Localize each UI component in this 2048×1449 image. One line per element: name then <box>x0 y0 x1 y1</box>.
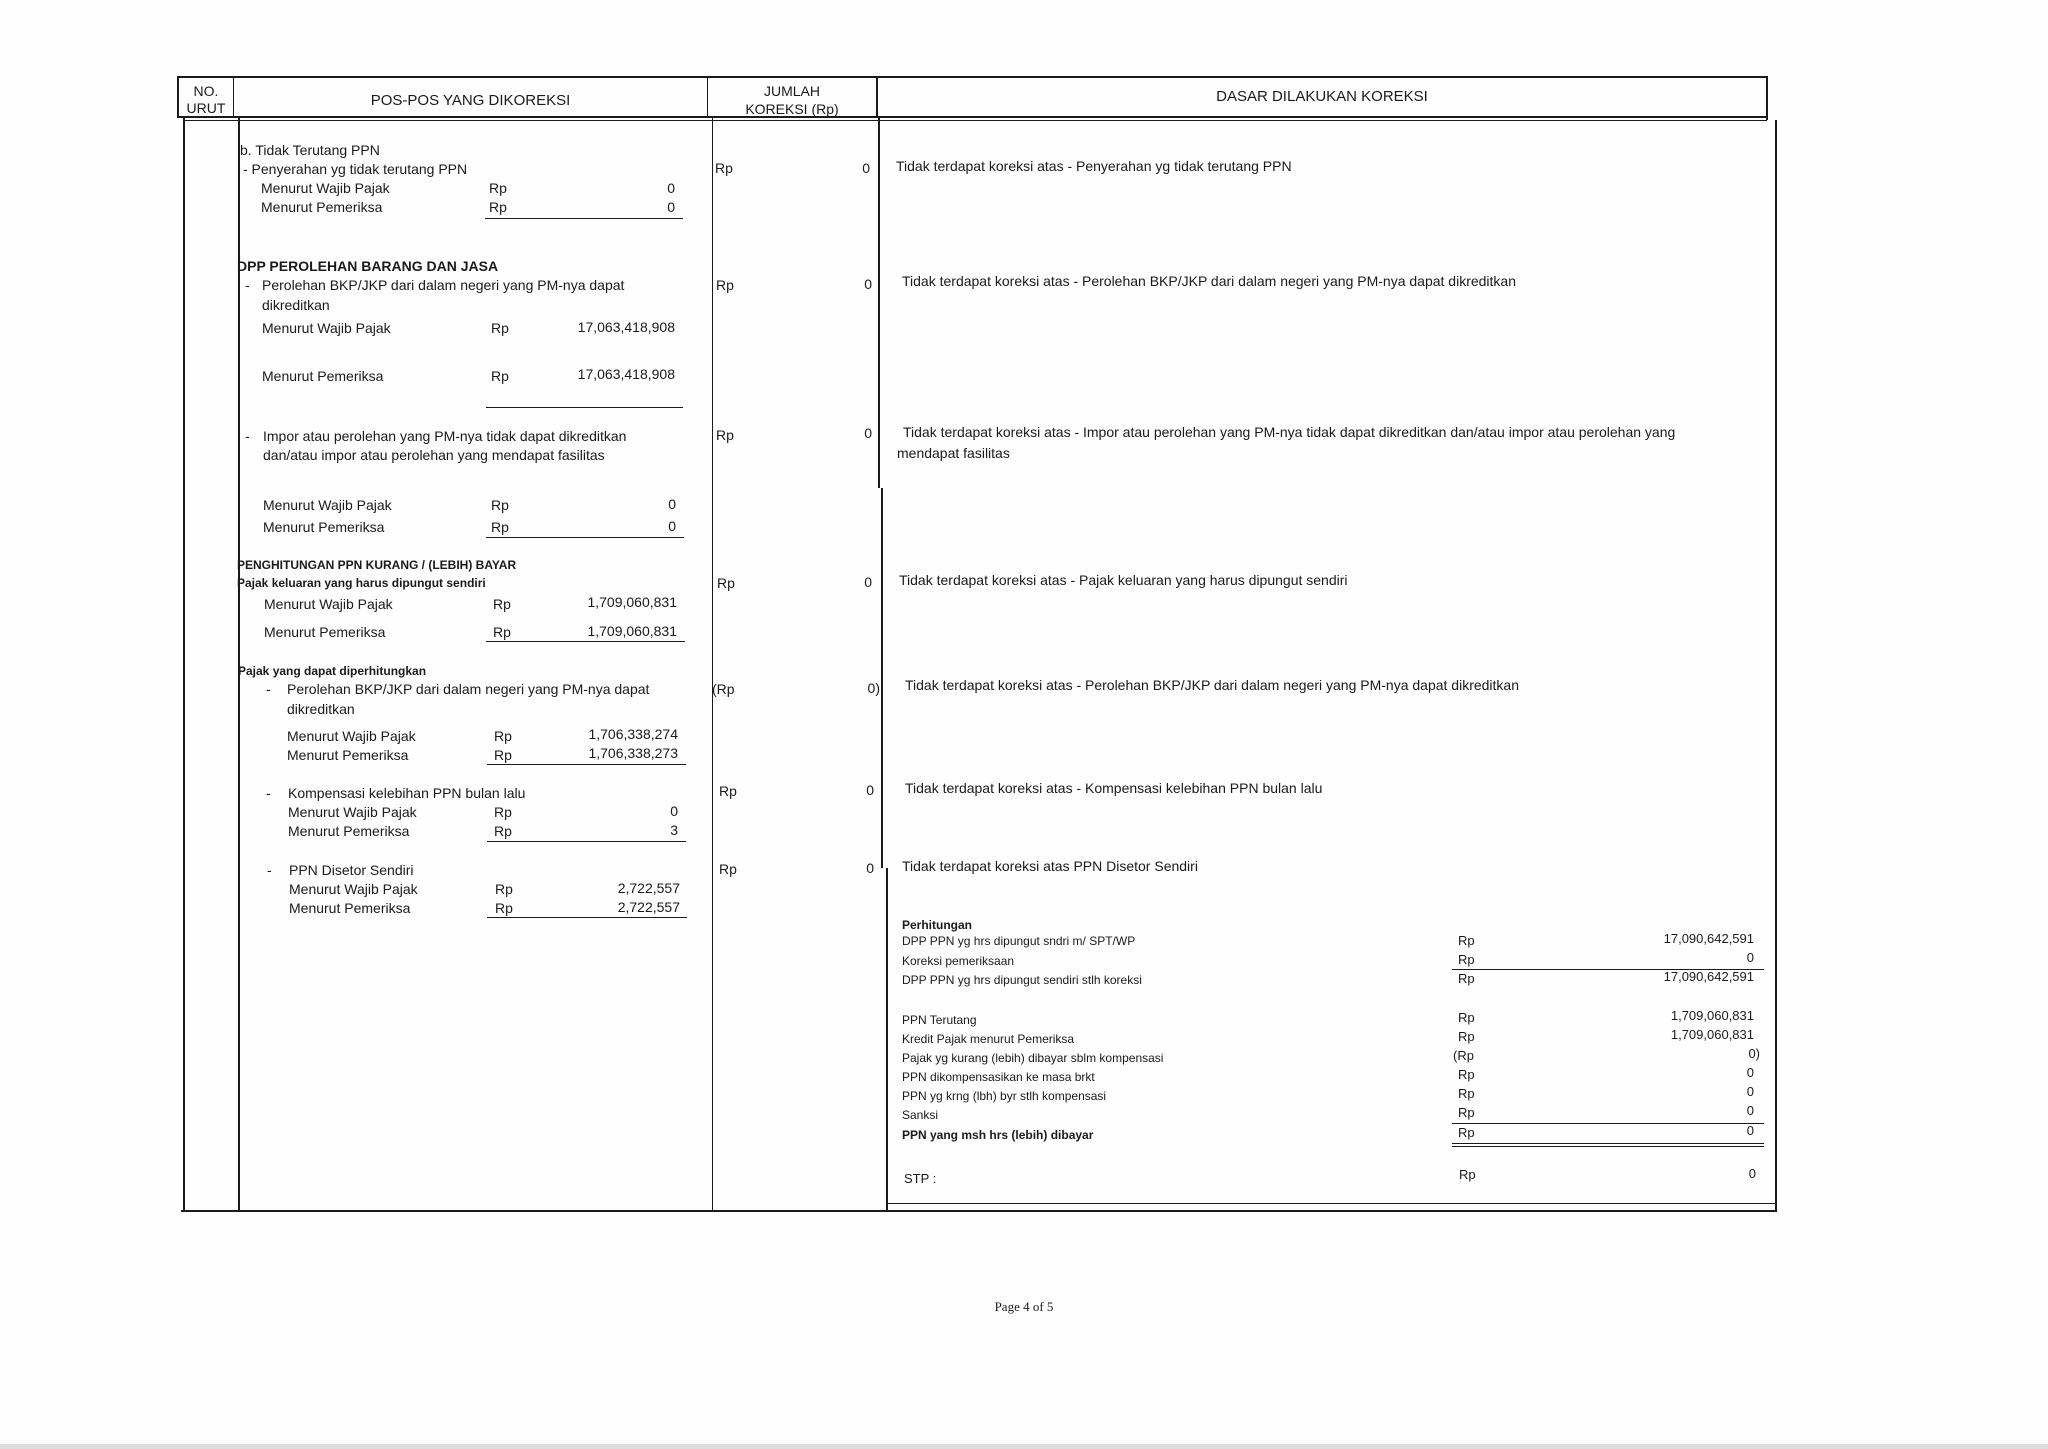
calc-row-label: Sanksi <box>902 1108 939 1122</box>
calc-row-value: 0 <box>1746 1084 1754 1099</box>
item-label-line2: dan/atau impor atau perolehan yang mendapat fasilitas <box>263 447 605 463</box>
dasar-koreksi-text: Tidak terdapat koreksi atas PPN Disetor Sendiri <box>902 858 1198 874</box>
pm-label: Menurut Pemeriksa <box>289 900 411 916</box>
header-dasar-koreksi: DASAR DILAKUKAN KOREKSI <box>1216 88 1428 105</box>
calc-row-rp: Rp <box>1458 1086 1475 1101</box>
page-number: Page 4 of 5 <box>994 1299 1054 1314</box>
item-label: Kompensasi kelebihan PPN bulan lalu <box>288 785 526 801</box>
item-dash: - <box>266 785 271 801</box>
calc-row-label: PPN yang msh hrs (lebih) dibayar <box>902 1128 1094 1142</box>
koreksi-rp: Rp <box>716 277 734 293</box>
calc-row-value: 0 <box>1746 950 1754 965</box>
calc-row-label: PPN yg krng (lbh) byr stlh kompensasi <box>902 1089 1107 1103</box>
calc-row-label: Pajak yg kurang (lebih) dibayar sblm kompensasi <box>902 1051 1164 1065</box>
pm-rp: Rp <box>494 823 512 839</box>
wp-rp: Rp <box>494 804 512 820</box>
item-label-line1: Perolehan BKP/JKP dari dalam negeri yang PM-nya dapat <box>262 277 625 293</box>
koreksi-rp: Rp <box>717 575 735 591</box>
wp-value: 0 <box>670 803 678 819</box>
wp-label: Menurut Wajib Pajak <box>261 180 390 196</box>
calc-row-value: 0) <box>1748 1046 1760 1061</box>
section-title: DPP PEROLEHAN BARANG DAN JASA <box>237 258 499 274</box>
koreksi-value: 0 <box>862 160 870 176</box>
item-label-line2: dikreditkan <box>262 297 330 313</box>
dasar-koreksi-text: Tidak terdapat koreksi atas - Perolehan BKP/JKP dari dalam negeri yang PM-nya dapat dikreditkan <box>905 677 1519 693</box>
wp-label: Menurut Wajib Pajak <box>262 320 391 336</box>
calc-row-rp: Rp <box>1458 952 1475 967</box>
pm-label: Menurut Pemeriksa <box>263 519 385 535</box>
dasar-koreksi-text: Tidak terdapat koreksi atas - Kompensasi kelebihan PPN bulan lalu <box>905 780 1323 796</box>
pm-value: 0 <box>668 518 676 534</box>
pm-label: Menurut Pemeriksa <box>262 368 384 384</box>
header-no-urut: NO. URUT <box>186 83 226 116</box>
dasar-koreksi-text-line2: mendapat fasilitas <box>897 445 1010 461</box>
pm-rp: Rp <box>493 624 511 640</box>
koreksi-rp: (Rp <box>712 681 735 697</box>
koreksi-rp: Rp <box>715 160 733 176</box>
pm-value: 3 <box>670 822 678 838</box>
dasar-koreksi-text: Tidak terdapat koreksi atas - Penyerahan yg tidak terutang PPN <box>896 158 1292 174</box>
item-dash: - <box>267 862 272 878</box>
item-label-line1: Impor atau perolehan yang PM-nya tidak dapat dikreditkan <box>263 428 627 444</box>
koreksi-rp: Rp <box>719 861 737 877</box>
item-label-line2: dikreditkan <box>287 701 355 717</box>
calc-row-value: 17,090,642,591 <box>1663 969 1754 984</box>
pm-rp: Rp <box>491 519 509 535</box>
pm-value: 0 <box>667 199 675 215</box>
koreksi-value: 0 <box>866 782 874 798</box>
dasar-koreksi-text: Tidak terdapat koreksi atas - Pajak keluaran yang harus dipungut sendiri <box>899 572 1348 588</box>
pm-label: Menurut Pemeriksa <box>288 823 410 839</box>
wp-value: 0 <box>667 180 675 196</box>
calc-row-value: 0 <box>1746 1065 1754 1080</box>
pm-label: Menurut Pemeriksa <box>261 199 383 215</box>
calc-row-rp: Rp <box>1458 1067 1475 1082</box>
stp-label: STP : <box>904 1171 937 1186</box>
wp-rp: Rp <box>495 881 513 897</box>
koreksi-value: 0) <box>867 680 880 696</box>
pm-value: 17,063,418,908 <box>577 366 675 382</box>
pm-value: 1,706,338,273 <box>588 745 678 761</box>
calc-row-label: DPP PPN yg hrs dipungut sendiri stlh koreksi <box>902 973 1142 987</box>
pm-label: Menurut Pemeriksa <box>264 624 386 640</box>
item-dash: - <box>245 428 250 444</box>
pm-value: 1,709,060,831 <box>587 623 677 639</box>
section-title: b. Tidak Terutang PPN <box>240 142 380 158</box>
wp-label: Menurut Wajib Pajak <box>289 881 418 897</box>
wp-label: Menurut Wajib Pajak <box>264 596 393 612</box>
section-subtitle: Pajak keluaran yang harus dipungut sendiri <box>237 576 486 590</box>
calc-row-label: Koreksi pemeriksaan <box>902 954 1015 968</box>
wp-value: 2,722,557 <box>617 880 680 896</box>
dasar-koreksi-text: Tidak terdapat koreksi atas - Perolehan BKP/JKP dari dalam negeri yang PM-nya dapat dikreditkan <box>902 273 1516 289</box>
koreksi-value: 0 <box>866 860 874 876</box>
koreksi-rp: Rp <box>716 427 734 443</box>
item-dash: - <box>245 277 250 293</box>
calc-row-label: PPN Terutang <box>902 1013 977 1027</box>
wp-rp: Rp <box>493 596 511 612</box>
section-title: PENGHITUNGAN PPN KURANG / (LEBIH) BAYAR <box>237 558 517 572</box>
pm-rp: Rp <box>489 199 507 215</box>
pm-rp: Rp <box>491 368 509 384</box>
item-label: - Penyerahan yg tidak terutang PPN <box>243 161 468 177</box>
calc-row-value: 0 <box>1746 1103 1754 1118</box>
item-label-line1: Perolehan BKP/JKP dari dalam negeri yang PM-nya dapat <box>287 681 650 697</box>
wp-label: Menurut Wajib Pajak <box>263 497 392 513</box>
stp-rp: Rp <box>1459 1167 1476 1182</box>
koreksi-rp: Rp <box>719 783 737 799</box>
calc-row-rp: Rp <box>1458 1105 1475 1120</box>
wp-value: 17,063,418,908 <box>577 319 675 335</box>
wp-rp: Rp <box>494 728 512 744</box>
wp-rp: Rp <box>491 497 509 513</box>
calc-row-rp: Rp <box>1458 1125 1475 1140</box>
calc-row-rp: Rp <box>1458 1029 1475 1044</box>
koreksi-value: 0 <box>864 425 872 441</box>
pm-rp: Rp <box>494 747 512 763</box>
calc-row-label: DPP PPN yg hrs dipungut sndri m/ SPT/WP <box>902 934 1136 948</box>
wp-value: 0 <box>668 496 676 512</box>
dasar-koreksi-text-line1: Tidak terdapat koreksi atas - Impor atau perolehan yang PM-nya tidak dapat dikreditkan dan/atau impor atau perolehan yang <box>903 424 1676 440</box>
calc-row-label: PPN dikompensasikan ke masa brkt <box>902 1070 1095 1084</box>
calc-row-rp: (Rp <box>1453 1048 1474 1063</box>
pm-value: 2,722,557 <box>617 899 680 915</box>
calc-row-value: 17,090,642,591 <box>1663 931 1754 946</box>
header-jumlah-koreksi: JUMLAH KOREKSI (Rp) <box>745 83 839 117</box>
wp-rp: Rp <box>489 180 507 196</box>
calc-row-value: 0 <box>1746 1123 1754 1138</box>
wp-value: 1,706,338,274 <box>588 726 678 742</box>
calc-row-rp: Rp <box>1458 971 1475 986</box>
section-title: Pajak yang dapat diperhitungkan <box>238 664 427 678</box>
header-pos-pos: POS-POS YANG DIKOREKSI <box>370 92 571 109</box>
wp-rp: Rp <box>491 320 509 336</box>
scan-edge <box>0 1444 2048 1449</box>
calc-row-rp: Rp <box>1458 1010 1475 1025</box>
item-label: PPN Disetor Sendiri <box>289 862 414 878</box>
calc-title: Perhitungan <box>902 918 973 932</box>
wp-label: Menurut Wajib Pajak <box>287 728 416 744</box>
wp-value: 1,709,060,831 <box>587 594 677 610</box>
calc-row-rp: Rp <box>1458 933 1475 948</box>
pm-rp: Rp <box>495 900 513 916</box>
wp-label: Menurut Wajib Pajak <box>288 804 417 820</box>
koreksi-value: 0 <box>864 276 872 292</box>
calc-row-value: 1,709,060,831 <box>1670 1027 1754 1042</box>
calc-row-label: Kredit Pajak menurut Pemeriksa <box>902 1032 1075 1046</box>
koreksi-value: 0 <box>864 574 872 590</box>
calc-row-value: 1,709,060,831 <box>1670 1008 1754 1023</box>
pm-label: Menurut Pemeriksa <box>287 747 409 763</box>
stp-value: 0 <box>1748 1166 1756 1181</box>
item-dash: - <box>266 681 271 697</box>
